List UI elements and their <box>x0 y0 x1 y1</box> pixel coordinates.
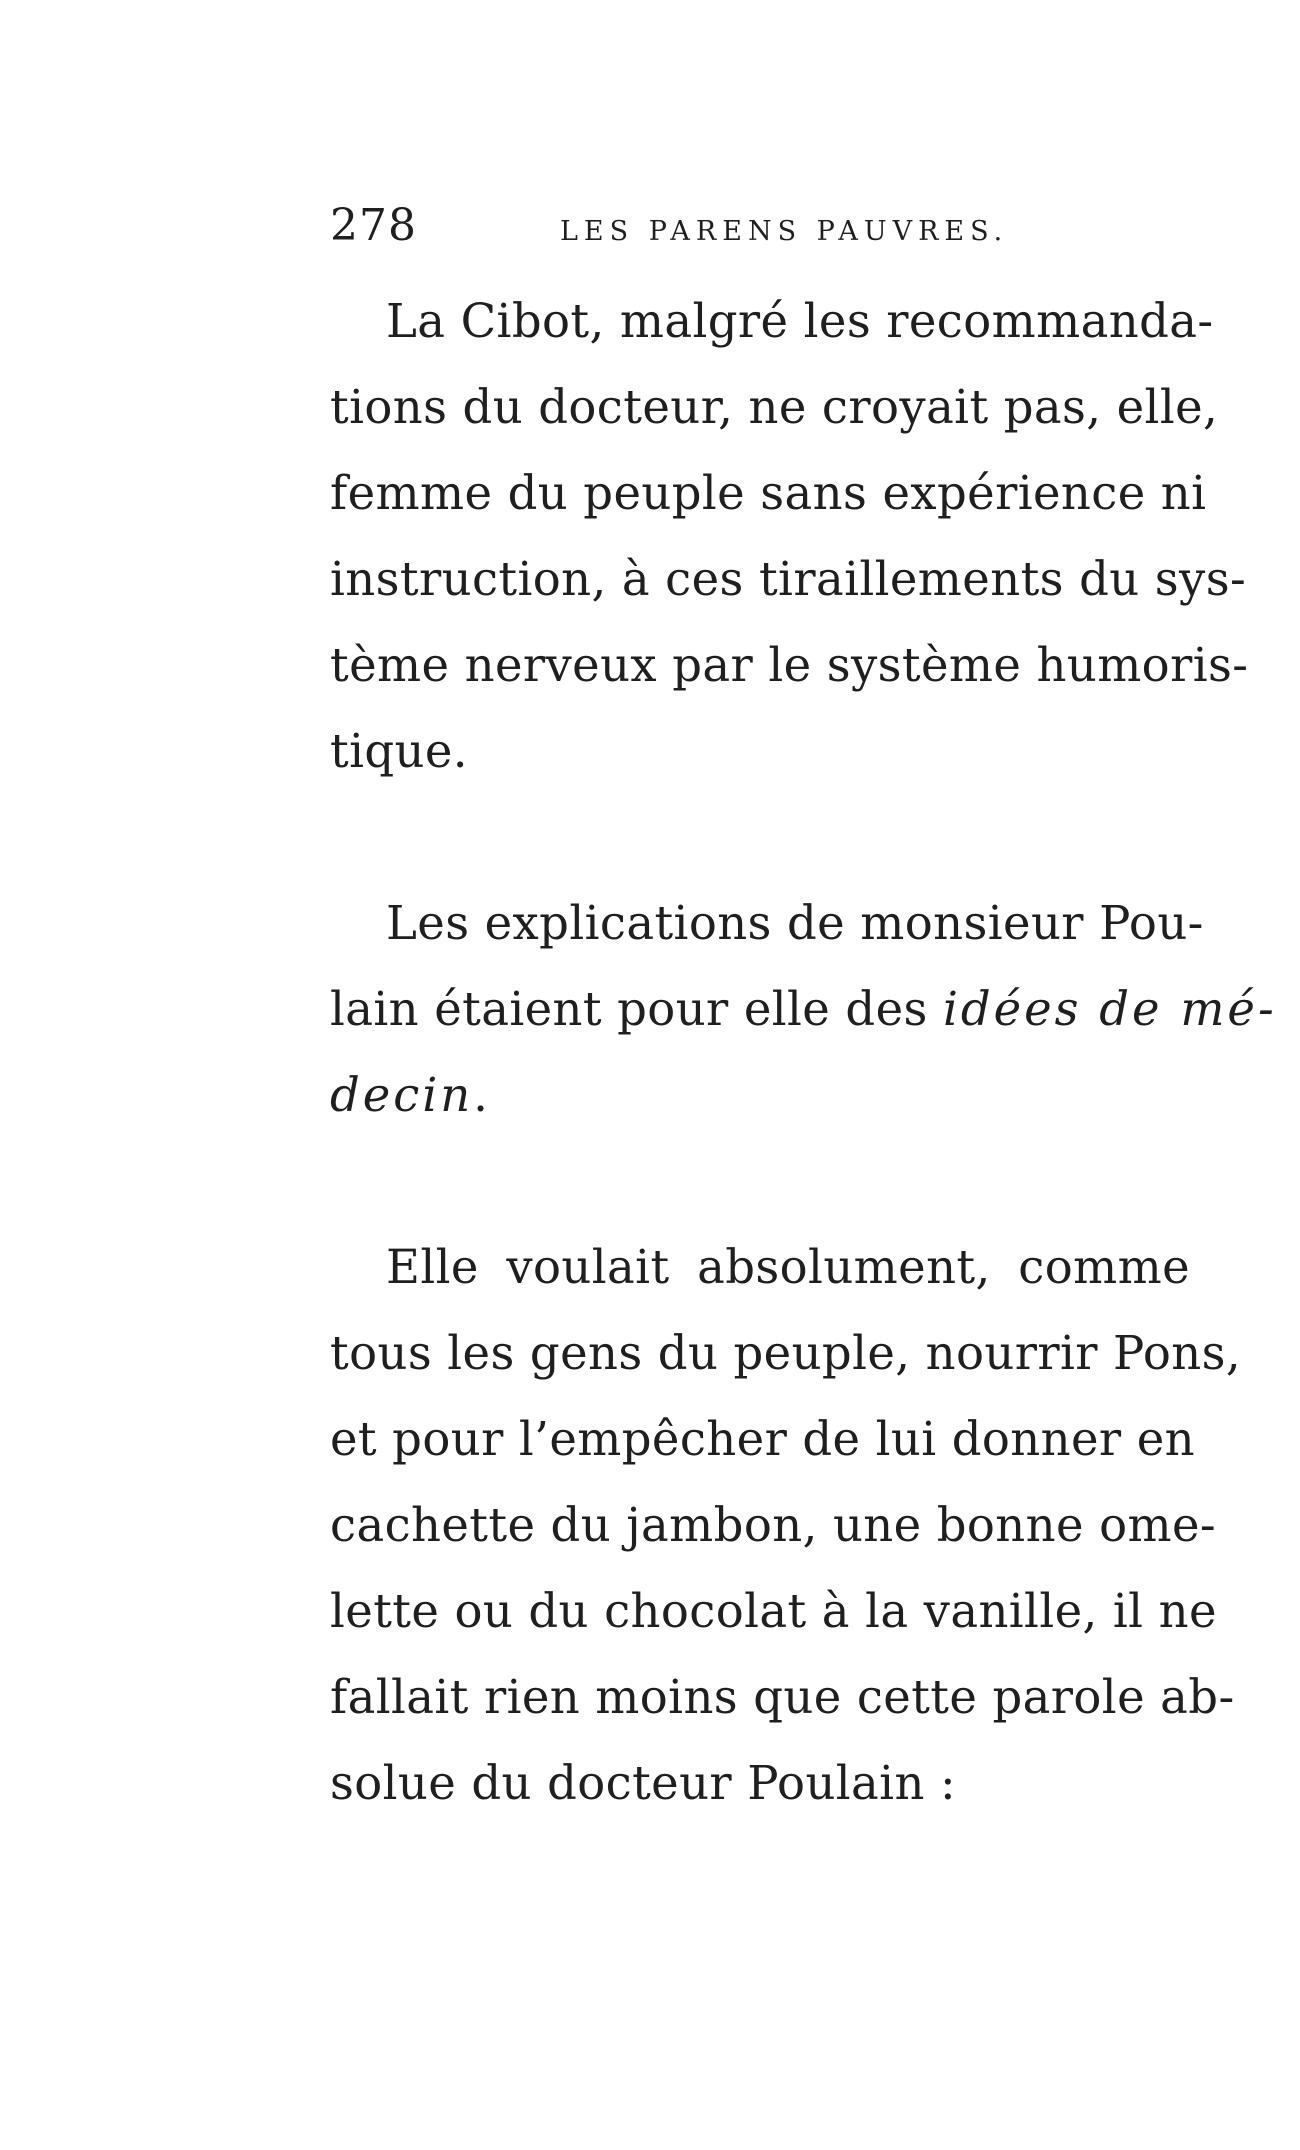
italic-text: decin <box>330 1068 474 1122</box>
text-line: solue du docteur Poulain : <box>330 1756 957 1810</box>
page-number: 278 <box>330 200 417 251</box>
paragraph-1 <box>330 278 1249 794</box>
paragraph-spacer <box>330 794 1190 880</box>
running-head: LES PARENS PAUVRES. <box>560 216 1009 247</box>
text-line: fallait rien moins que cette parole ab- <box>330 1670 1235 1724</box>
text-line: femme du peuple sans expérience ni <box>330 466 1207 520</box>
text-line: tème nerveux par le système humoris- <box>330 638 1249 692</box>
text-line: instruction, à ces tiraillements du sys- <box>330 552 1247 606</box>
text-line: cachette du jambon, une bonne ome- <box>330 1498 1217 1552</box>
text-line: Les explications de monsieur Pou- <box>386 896 1204 950</box>
text-segment: . <box>473 1068 489 1122</box>
paragraph-spacer <box>330 1138 1190 1224</box>
paragraph-2 <box>330 880 1277 1138</box>
text-line: La Cibot, malgré les recommanda- <box>386 294 1214 348</box>
text-segment: lain étaient pour elle des <box>330 982 928 1036</box>
page-header <box>330 200 1190 260</box>
paragraph-3 <box>330 1224 1242 1826</box>
text-line: lette ou du chocolat à la vanille, il ne <box>330 1584 1217 1638</box>
text-line: et pour l’empêcher de lui donner en <box>330 1412 1195 1466</box>
text-line: tions du docteur, ne croyait pas, elle, <box>330 380 1219 434</box>
italic-text: idées de mé- <box>942 982 1277 1036</box>
text-line <box>330 966 1277 1052</box>
text-line: tous les gens du peuple, nourrir Pons, <box>330 1326 1242 1380</box>
text-line: tique. <box>330 724 468 778</box>
text-line <box>330 1052 1190 1138</box>
text-line: Elle voulait absolument, comme <box>386 1240 1190 1294</box>
body-text <box>330 278 1277 1826</box>
